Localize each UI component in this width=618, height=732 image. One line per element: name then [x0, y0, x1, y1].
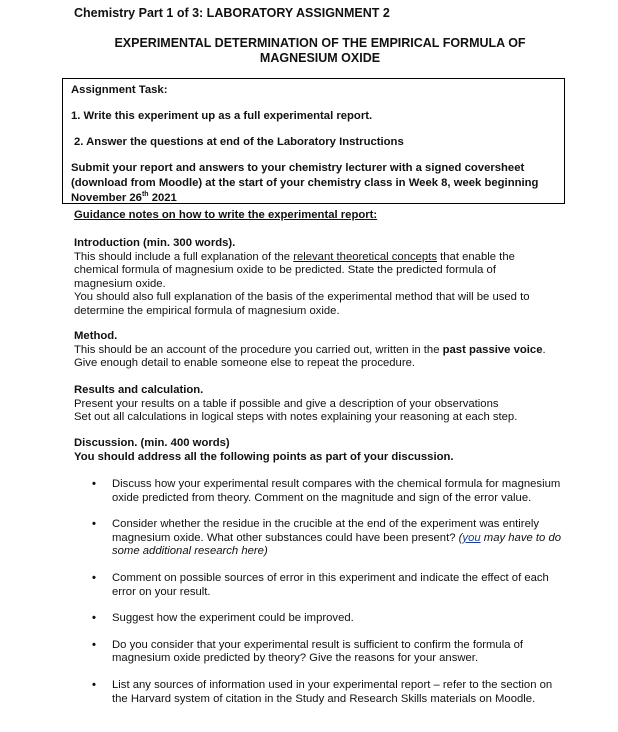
discussion-heading: Discussion. (min. 400 words) — [74, 437, 230, 449]
method-section — [74, 330, 554, 371]
submission-instructions: Submit your report and answers to your chemistry lecturer with a signed coversheet (download from Moodle) at the start of your chemistry class in Week 8, week beginning November 26th 2021 — [71, 162, 539, 204]
results-heading: Results and calculation. — [74, 384, 204, 396]
list-item: • List any sources of information used in your experimental report – refer to the section on the Harvard system of citation in the Study and Research Skills materials on Moodle. — [92, 678, 553, 705]
discussion-section — [74, 437, 554, 464]
introduction-heading: Introduction (min. 300 words). — [74, 237, 236, 249]
task-item-1: 1. Write this experiment up as a full experimental report. — [71, 110, 373, 122]
discussion-points-list — [74, 478, 564, 719]
title-line-1: EXPERIMENTAL DETERMINATION OF THE EMPIRICAL FORMULA OF — [114, 36, 526, 50]
results-paragraph-2: Set out all calculations in logical steps with notes explaining your reasoning at each step. — [74, 411, 518, 424]
assignment-task-box — [62, 78, 565, 204]
introduction-section — [74, 237, 554, 319]
document-title — [60, 36, 580, 66]
title-line-2: MAGNESIUM OXIDE — [259, 51, 381, 65]
introduction-paragraph-2: You should also full explanation of the basis of the experimental method that will be used to determine the empirical formula of magnesium oxide. — [74, 291, 530, 317]
results-section — [74, 384, 554, 425]
introduction-paragraph-1: This should include a full explanation of the relevant theoretical concepts that enable the chemical formula of magnesium oxide to be predicted. State the predicted formula of magnesium oxide. — [74, 250, 515, 290]
discussion-subheading: You should address all the following points as part of your discussion. — [74, 450, 454, 463]
list-item: • Do you consider that your experimental result is sufficient to confirm the formula of magnesium oxide predicted by theory? Give the reasons for your answer. — [92, 638, 524, 665]
method-heading: Method. — [74, 330, 118, 342]
list-item: • Suggest how the experiment could be improved. — [92, 612, 354, 625]
method-paragraph: This should be an account of the procedure you carried out, written in the past passive voice. Give enough detail to enable someone else to repeat the procedure. — [74, 343, 546, 370]
task-item-2: 2. Answer the questions at end of the Laboratory Instructions — [74, 136, 404, 148]
list-item: • Comment on possible sources of error in this experiment and indicate the effect of each error on your result. — [92, 571, 549, 598]
list-item: • Consider whether the residue in the crucible at the end of the experiment was entirely magnesium oxide. What other substances could have been present? (you may have to do some additional research here) — [92, 518, 562, 558]
course-header: Chemistry Part 1 of 3: LABORATORY ASSIGNMENT 2 — [74, 6, 390, 20]
theory-link-text: relevant theoretical concepts — [293, 250, 437, 263]
results-paragraph-1: Present your results on a table if possible and give a description of your observations — [74, 397, 499, 410]
task-heading: Assignment Task: — [71, 84, 168, 96]
guidance-heading: Guidance notes on how to write the experimental report: — [74, 209, 378, 221]
list-item: • Discuss how your experimental result compares with the chemical formula for magnesium oxide predicted from theory. Comment on the magnitude and sign of the error value. — [92, 478, 561, 504]
